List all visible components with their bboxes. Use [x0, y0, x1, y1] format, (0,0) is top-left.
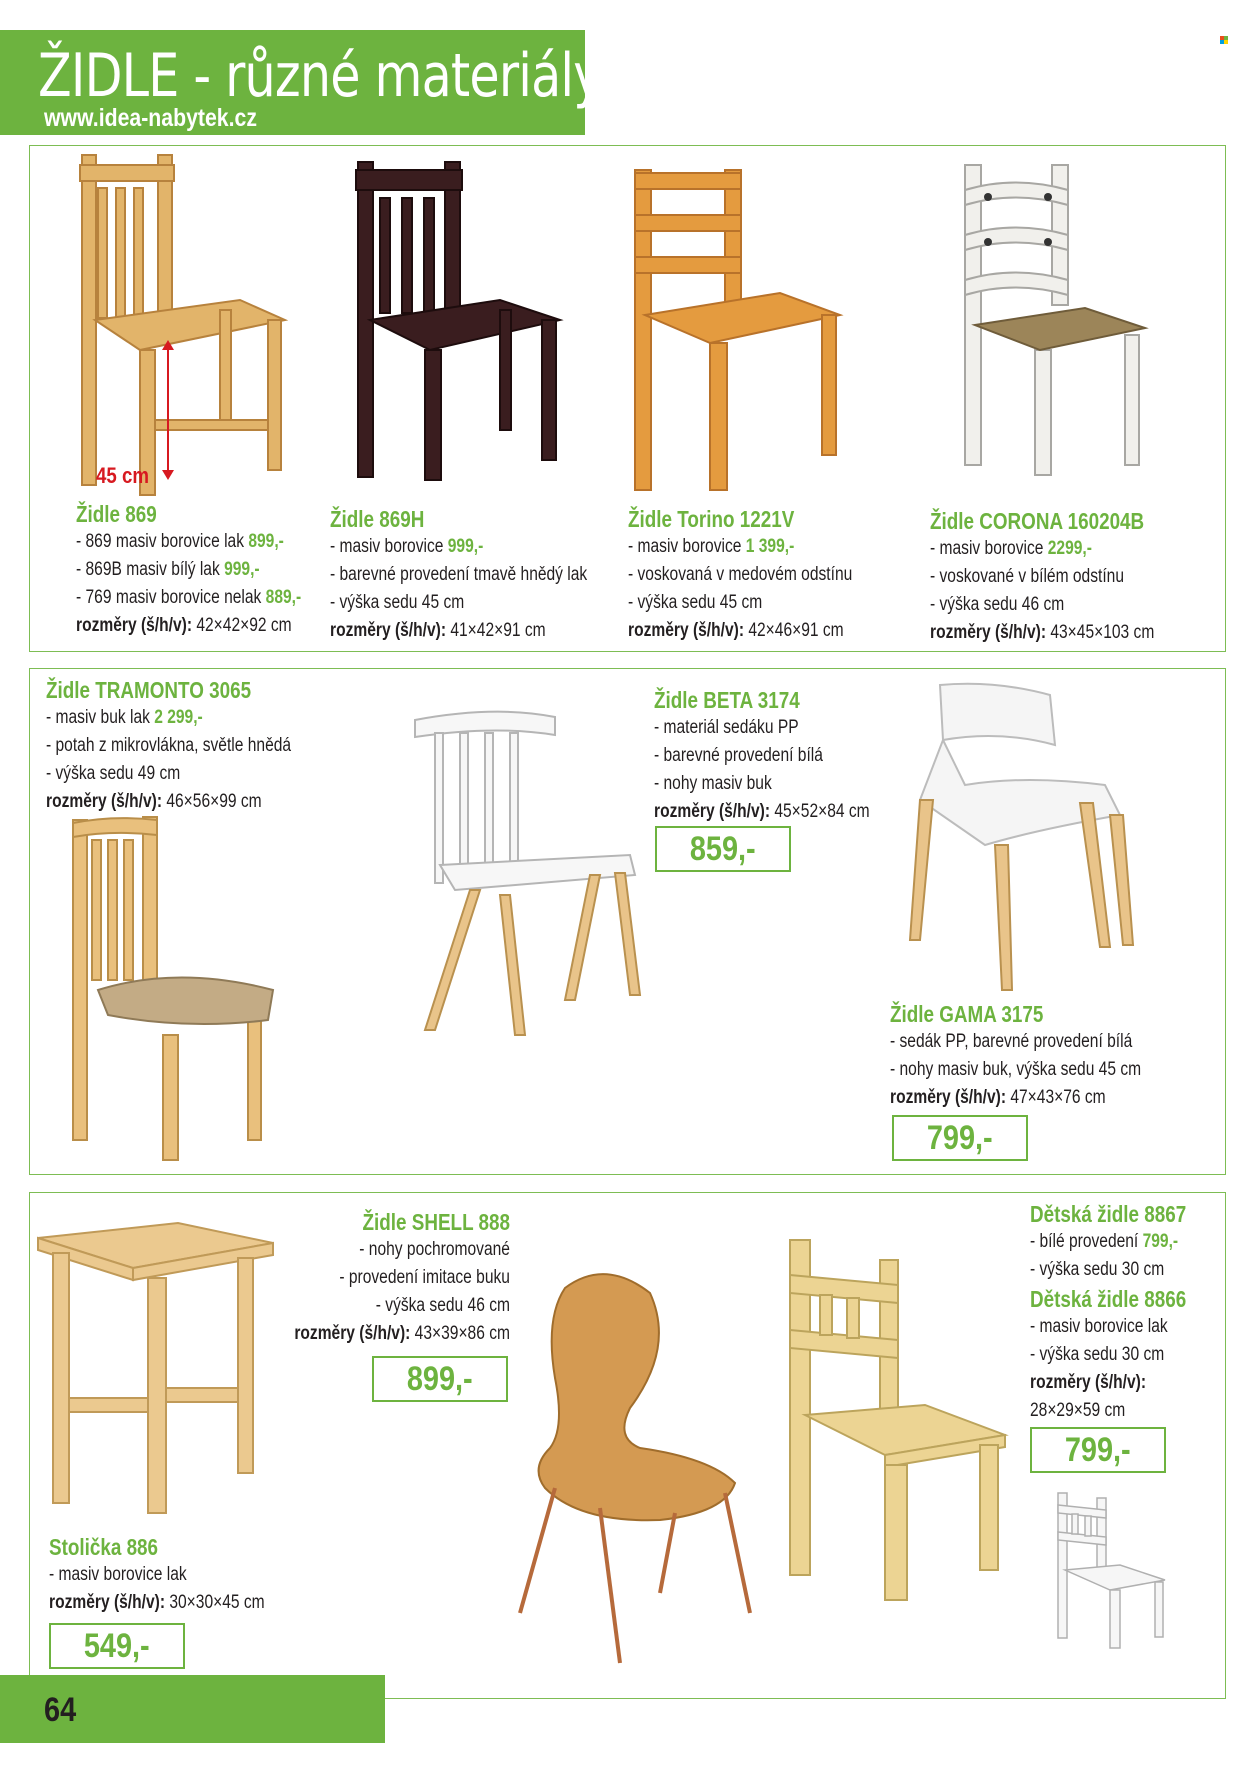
- price-box-shell: 899,-: [372, 1356, 508, 1402]
- chair-869h-image: [350, 160, 565, 485]
- product-name: Židle Torino 1221V: [628, 506, 795, 532]
- product-dimensions: rozměry (š/h/v): 42×42×92 cm: [76, 615, 292, 636]
- product-line: - výška sedu 45 cm: [628, 592, 763, 613]
- product-line: - výška sedu 45 cm: [330, 592, 465, 613]
- product-dimensions: rozměry (š/h/v): 46×56×99 cm: [46, 791, 262, 812]
- product-line: - bílé provedení 799,-: [1030, 1231, 1179, 1252]
- product-name: Židle BETA 3174: [654, 687, 800, 713]
- product-dimensions: rozměry (š/h/v): 43×39×86 cm: [294, 1323, 510, 1344]
- product-line: - masiv borovice lak: [49, 1564, 187, 1585]
- price-box-gama: 799,-: [892, 1115, 1028, 1161]
- product-line: - masiv borovice lak: [1030, 1316, 1168, 1337]
- seat-height-arrow-icon: [160, 340, 176, 480]
- product-dimensions: rozměry (š/h/v):: [1030, 1372, 1147, 1393]
- product-name: Židle SHELL 888: [362, 1209, 510, 1235]
- product-line: - materiál sedáku PP: [654, 717, 799, 738]
- product-line: - 869 masiv borovice lak 899,-: [76, 531, 284, 552]
- page-title: ŽIDLE - různé materiály: [38, 41, 602, 111]
- product-dimensions: rozměry (š/h/v): 45×52×84 cm: [654, 801, 870, 822]
- product-kids-8866: [1030, 1285, 1186, 1425]
- product-line: - voskovaná v medovém odstínu: [628, 564, 853, 585]
- stool-886-image: [38, 1218, 273, 1518]
- product-line: - nohy masiv buk, výška sedu 45 cm: [890, 1059, 1142, 1080]
- price-box-beta: 859,-: [655, 826, 791, 872]
- product-dimensions: rozměry (š/h/v): 42×46×91 cm: [628, 620, 844, 641]
- product-name: Dětská židle 8867: [1030, 1201, 1187, 1227]
- product-869: [76, 500, 301, 640]
- product-tramonto: [46, 676, 291, 816]
- product-kids-8867: [1030, 1200, 1186, 1284]
- product-corona: [930, 507, 1154, 647]
- product-name: Stolička 886: [49, 1534, 159, 1560]
- website-url[interactable]: www.idea-nabytek.cz: [44, 104, 257, 132]
- product-name: Židle CORONA 160204B: [930, 508, 1145, 534]
- chair-gama-image: [905, 685, 1145, 995]
- product-line: - nohy pochromované: [359, 1239, 510, 1260]
- product-line: - potah z mikrovlákna, světle hnědá: [46, 735, 292, 756]
- product-line: - masiv borovice 999,-: [330, 536, 484, 557]
- product-line: - nohy masiv buk: [654, 773, 772, 794]
- logo-mark-icon: [1220, 36, 1230, 44]
- product-dimensions-value: 28×29×59 cm: [1030, 1400, 1126, 1421]
- product-line: - masiv borovice 1 399,-: [628, 536, 795, 557]
- product-line: - výška sedu 30 cm: [1030, 1259, 1165, 1280]
- product-gama: [890, 1000, 1141, 1112]
- kids-chair-8866-image: [785, 1235, 1010, 1605]
- product-dimensions: rozměry (š/h/v): 43×45×103 cm: [930, 622, 1155, 643]
- price-box-kids: 799,-: [1030, 1427, 1166, 1473]
- seat-height-label: 45 cm: [96, 463, 150, 488]
- page-number: 64: [44, 1691, 77, 1729]
- chair-tramonto-image: [68, 815, 278, 1165]
- chair-windsor-white-image: [410, 705, 645, 1040]
- product-line: - výška sedu 30 cm: [1030, 1344, 1165, 1365]
- product-torino: [628, 505, 852, 645]
- chair-shell-image: [510, 1268, 760, 1668]
- product-name: Židle 869H: [330, 506, 425, 532]
- product-line: - sedák PP, barevné provedení bílá: [890, 1031, 1133, 1052]
- product-line: - barevné provedení tmavě hnědý lak: [330, 564, 588, 585]
- product-line: - masiv buk lak 2 299,-: [46, 707, 203, 728]
- product-beta: [654, 686, 870, 826]
- product-line: - barevné provedení bílá: [654, 745, 823, 766]
- chair-corona-image: [960, 160, 1150, 480]
- product-name: Židle GAMA 3175: [890, 1001, 1044, 1027]
- product-line: - výška sedu 46 cm: [930, 594, 1065, 615]
- product-dimensions: rozměry (š/h/v): 47×43×76 cm: [890, 1087, 1106, 1108]
- product-line: - voskované v bílém odstínu: [930, 566, 1124, 587]
- product-dimensions: rozměry (š/h/v): 30×30×45 cm: [49, 1592, 265, 1613]
- product-line: - 769 masiv borovice nelak 889,-: [76, 587, 302, 608]
- product-line: - masiv borovice 2299,-: [930, 538, 1092, 559]
- product-line: - výška sedu 49 cm: [46, 763, 181, 784]
- product-line: - 869B masiv bílý lak 999,-: [76, 559, 260, 580]
- product-stool-886: [49, 1533, 265, 1617]
- product-dimensions: rozměry (š/h/v): 41×42×91 cm: [330, 620, 546, 641]
- kids-chair-8867-image: [1055, 1490, 1170, 1650]
- product-name: Židle TRAMONTO 3065: [46, 677, 252, 703]
- chair-869-image: [70, 150, 290, 500]
- product-name: Židle 869: [76, 501, 157, 527]
- product-line: - výška sedu 46 cm: [375, 1295, 510, 1316]
- product-869h: [330, 505, 587, 645]
- product-name: Dětská židle 8866: [1030, 1286, 1187, 1312]
- price-box-stool-886: 549,-: [49, 1623, 185, 1669]
- product-line: - provedení imitace buku: [339, 1267, 510, 1288]
- chair-torino-image: [630, 165, 845, 495]
- product-shell: [294, 1208, 510, 1348]
